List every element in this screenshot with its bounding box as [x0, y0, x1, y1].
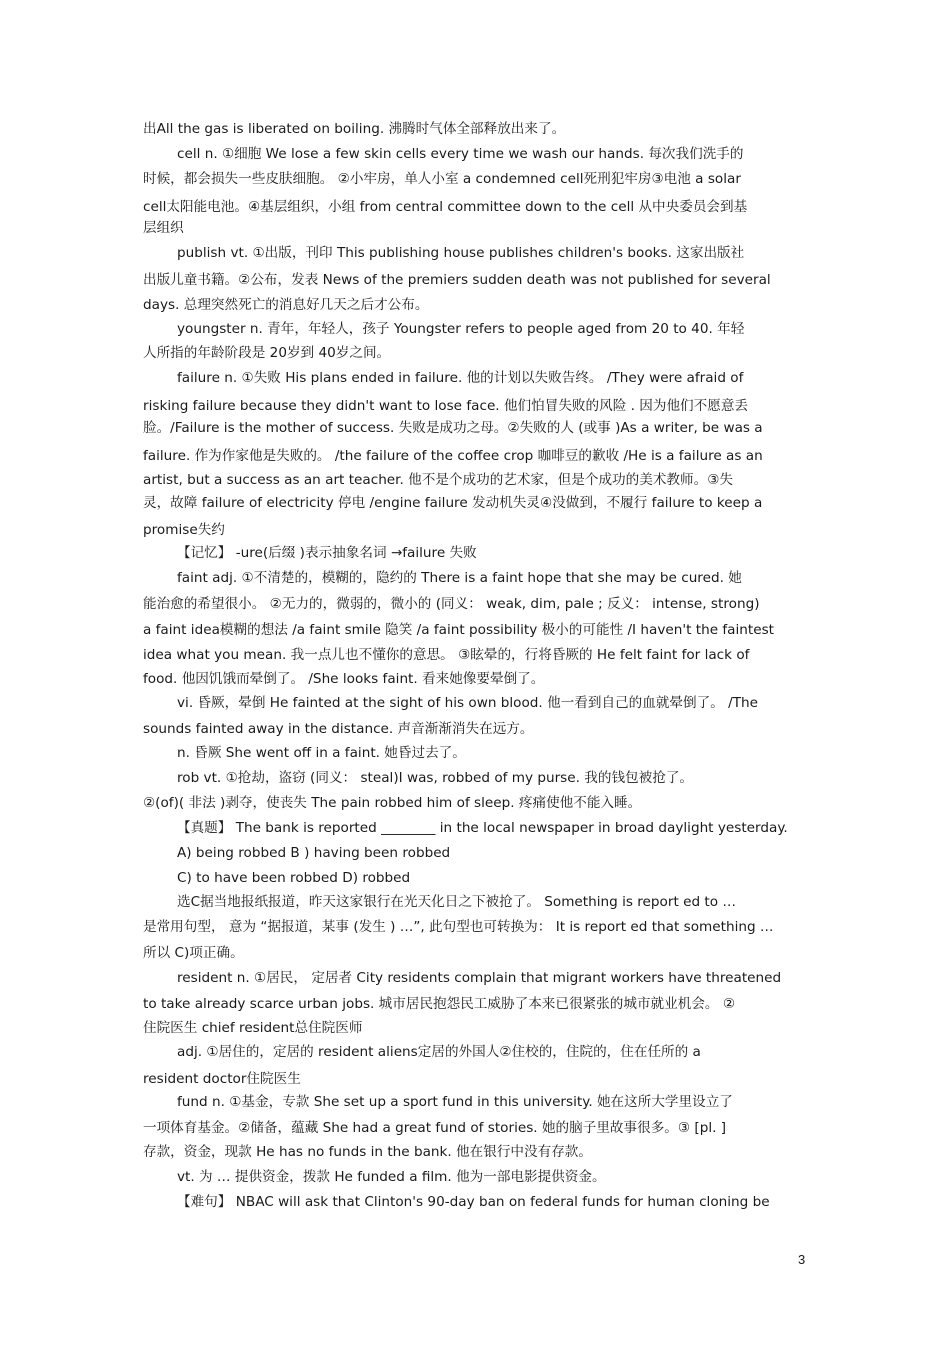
entry-publish: publish vt. ①出版，刊印 This publishing house publishes children's books. 这家出版社	[177, 245, 745, 261]
text-line: 时候，都会损失一些皮肤细胞。 ②小牢房，单人小室 a condemned cell死刑犯牢房③电池 a solar	[143, 171, 741, 187]
entry-faint: faint adj. ①不清楚的，模糊的，隐约的 There is a faint hope that she may be cured. 她	[177, 570, 742, 586]
text-line: n. 昏厥 She went off in a faint. 她昏过去了。	[177, 745, 466, 761]
text-line: days. 总理突然死亡的消息好几天之后才公布。	[143, 297, 429, 313]
text-line: idea what you mean. 我一点儿也不懂你的意思。 ③眩晕的，行将昏厥的 He felt faint for lack of	[143, 647, 750, 663]
text-line: vt. 为 … 提供资金，拨款 He funded a film. 他为一部电影提供资金。	[177, 1169, 606, 1185]
text-line: 脸。/Failure is the mother of success. 失败是成功之母。②失败的人 (或事 )As a writer, be was a	[143, 420, 763, 436]
text-line: vi. 昏厥，晕倒 He fainted at the sight of his own blood. 他一看到自己的血就晕倒了。 /The	[177, 695, 758, 711]
entry-resident: resident n. ①居民， 定居者 City residents complain that migrant workers have threatened	[177, 970, 782, 986]
text-line: food. 他因饥饿而晕倒了。 /She looks faint. 看来她像要晕倒了。	[143, 671, 545, 687]
text-line: cell太阳能电池。④基层组织，小组 from central committee down to the cell 从中央委员会到基	[143, 199, 748, 215]
answer-options: A) being robbed B ) having been robbed	[177, 845, 451, 861]
text-line: failure. 作为作家他是失败的。 /the failure of the coffee crop 咖啡豆的歉收 /He is a failure as an	[143, 448, 763, 464]
text-line: 存款，资金，现款 He has no funds in the bank. 他在银行中没有存款。	[143, 1144, 592, 1160]
entry-fund: fund n. ①基金，专款 She set up a sport fund in this university. 她在这所大学里设立了	[177, 1094, 733, 1110]
text-line: to take already scarce urban jobs. 城市居民抱怨民工威胁了本来已很紧张的城市就业机会。 ②	[143, 996, 736, 1012]
text-line: artist, but a success as an art teacher. 他不是个成功的艺术家，但是个成功的美术教师。③失	[143, 472, 733, 488]
answer-explanation: 选C据当地报纸报道，昨天这家银行在光天化日之下被抢了。 Something is report ed to …	[177, 894, 736, 910]
text-line: risking failure because they didn't want to lose face. 他们怕冒失败的风险 . 因为他们不愿意丢	[143, 398, 749, 414]
text-line: 灵，故障 failure of electricity 停电 /engine failure 发动机失灵④没做到，不履行 failure to keep a	[143, 495, 763, 511]
difficult-sentence: 【难句】 NBAC will ask that Clinton's 90-day ban on federal funds for human cloning be	[177, 1194, 770, 1210]
entry-rob: rob vt. ①抢劫，盗窃 (同义： steal)I was, robbed of my purse. 我的钱包被抢了。	[177, 770, 694, 786]
text-line: 一项体育基金。②储备，蕴藏 She had a great fund of stories. 她的脑子里故事很多。③ [pl. ]	[143, 1120, 727, 1136]
text-line: adj. ①居住的，定居的 resident aliens定居的外国人②住校的，住院的，住在任所的 a	[177, 1044, 701, 1060]
text-line: 出版儿童书籍。②公布，发表 News of the premiers sudden death was not published for several	[143, 272, 771, 288]
text-line: ②(of)( 非法 )剥夺，使丧失 The pain robbed him of sleep. 疼痛使他不能入睡。	[143, 795, 642, 811]
entry-youngster: youngster n. 青年，年轻人，孩子 Youngster refers to people aged from 20 to 40. 年轻	[177, 321, 745, 337]
text-line: 人所指的年龄阶段是 20岁到 40岁之间。	[143, 345, 391, 361]
text-line: 出All the gas is liberated on boiling. 沸腾时气体全部释放出来了。	[143, 121, 566, 137]
text-line: a faint idea模糊的想法 /a faint smile 隐笑 /a faint possibility 极小的可能性 /I haven't the faintest	[143, 622, 774, 638]
text-line: promise失约	[143, 522, 225, 538]
entry-cell: cell n. ①细胞 We lose a few skin cells every time we wash our hands. 每次我们洗手的	[177, 146, 744, 162]
text-line: 能治愈的希望很小。 ②无力的，微弱的，微小的 (同义： weak, dim, pale ; 反义： intense, strong)	[143, 596, 760, 612]
page-number: 3	[798, 1252, 806, 1267]
text-line: 层组织	[143, 220, 184, 236]
text-line: 是常用句型， 意为 “据报道，某事 (发生 ) …”, 此句型也可转换为： It is report ed that something …	[143, 919, 774, 935]
entry-failure: failure n. ①失败 His plans ended in failure. 他的计划以失败告终。 /They were afraid of	[177, 370, 744, 386]
text-line: sounds fainted away in the distance. 声音渐渐消失在远方。	[143, 721, 534, 737]
memory-note: 【记忆】 -ure(后缀 )表示抽象名词 →failure 失败	[177, 545, 477, 561]
text-line: resident doctor住院医生	[143, 1071, 301, 1087]
exam-question: 【真题】 The bank is reported ________ in the local newspaper in broad daylight yesterday.	[177, 820, 788, 836]
text-line: 住院医生 chief resident总住院医师	[143, 1020, 363, 1036]
text-line: 所以 C)项正确。	[143, 945, 244, 961]
answer-options: C) to have been robbed D) robbed	[177, 870, 411, 886]
